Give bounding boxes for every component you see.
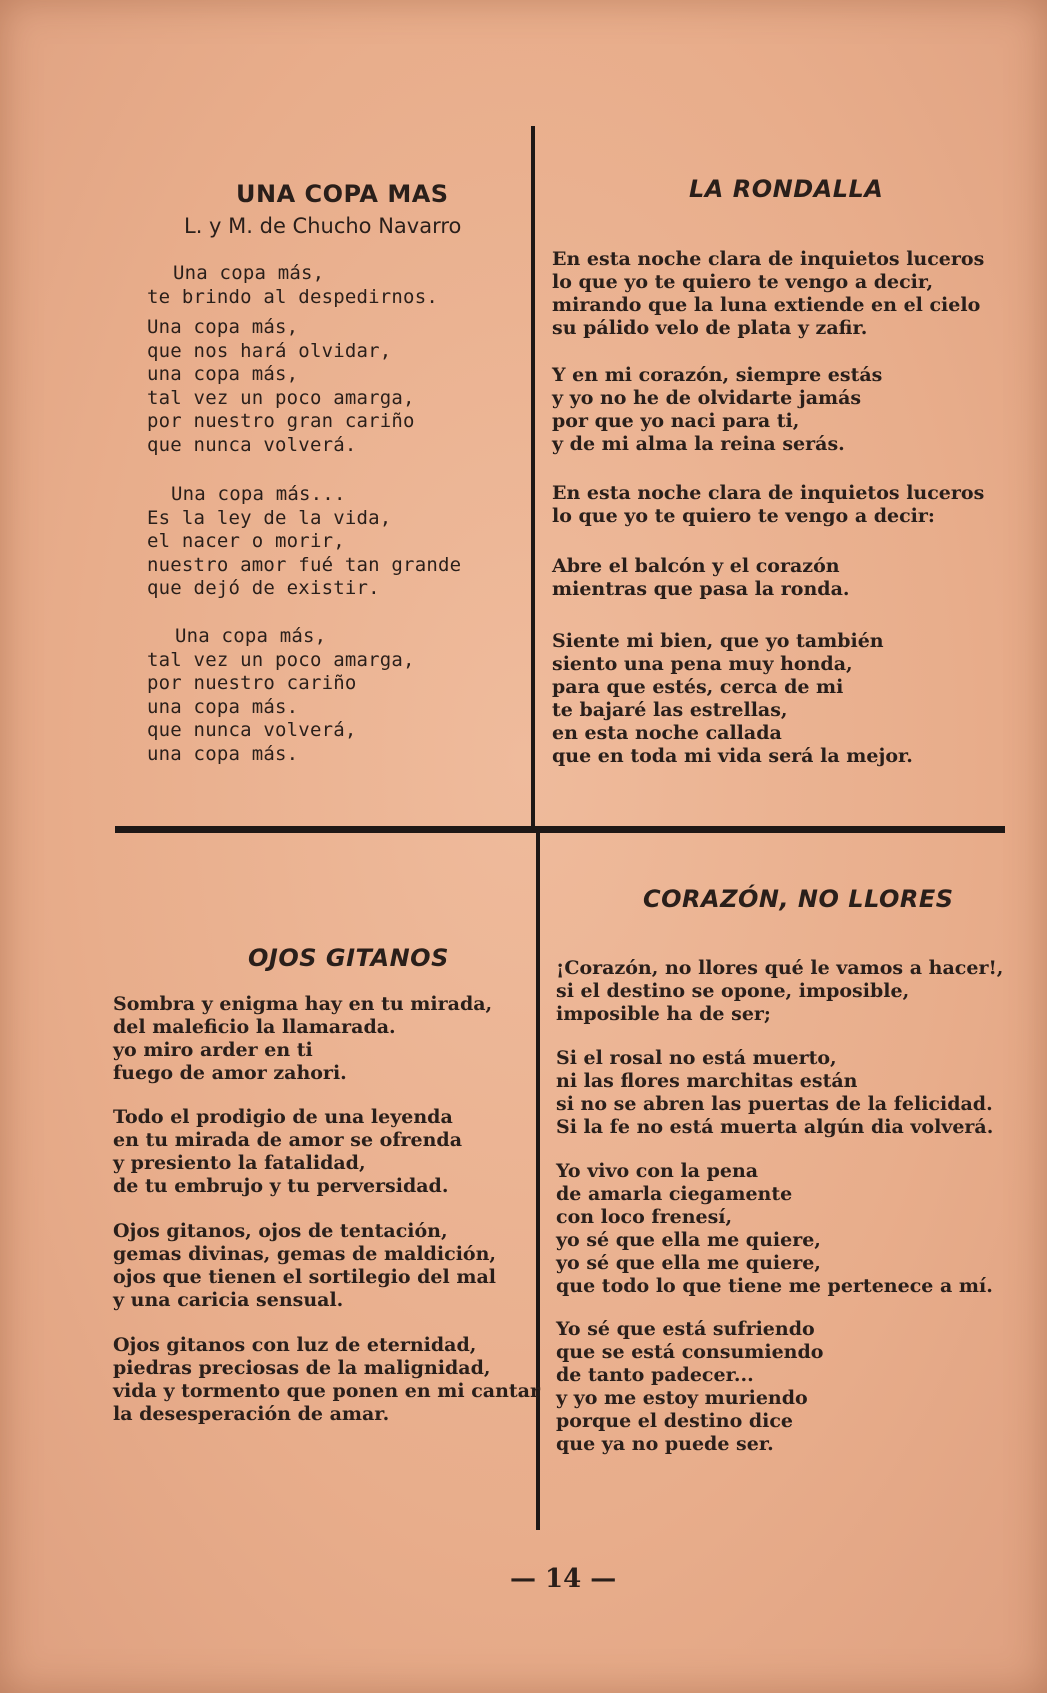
- lyric-line: en esta noche callada: [552, 722, 782, 744]
- lyric-line: gemas divinas, gemas de maldición,: [113, 1243, 497, 1265]
- lyric-line: y yo no he de olvidarte jamás: [552, 387, 862, 409]
- lyric-line: Una copa más,: [173, 262, 325, 284]
- stanza: [113, 1106, 462, 1198]
- stanza: [113, 1220, 496, 1312]
- stanza: [556, 1047, 993, 1139]
- lyric-line: Yo vivo con la pena: [556, 1160, 759, 1182]
- lyric-line: vida y tormento que ponen en mi cantar: [113, 1380, 540, 1402]
- vertical-divider-top: [531, 126, 535, 826]
- stanza: [147, 625, 415, 766]
- lyric-line: fuego de amor zahori.: [113, 1062, 347, 1084]
- lyric-line: Es la ley de la vida,: [147, 506, 392, 529]
- lyric-line: Yo sé que está sufriendo: [556, 1318, 815, 1340]
- lyric-line: Si el rosal no está muerto,: [556, 1047, 837, 1069]
- lyric-line: yo sé que ella me quiere,: [556, 1252, 821, 1274]
- lyric-line: de tu embrujo y tu perversidad.: [113, 1175, 449, 1197]
- stanza: [552, 482, 984, 528]
- song-title: LA RONDALLA: [689, 175, 884, 203]
- lyric-line: mientras que pasa la ronda.: [552, 578, 850, 600]
- lyric-line: si no se abren las puertas de la felicidad.: [556, 1093, 993, 1115]
- stanza: [552, 248, 984, 340]
- lyric-line: Sombra y enigma hay en tu mirada,: [113, 993, 493, 1015]
- lyric-line: Todo el prodigio de una leyenda: [113, 1106, 453, 1128]
- lyric-line: y una caricia sensual.: [113, 1289, 344, 1311]
- lyric-line: En esta noche clara de inquietos luceros: [552, 482, 985, 504]
- stanza: [147, 316, 415, 457]
- lyric-line: por nuestro gran cariño: [147, 410, 415, 432]
- lyric-line: Una copa más,: [147, 316, 299, 338]
- lyric-line: para que estés, cerca de mi: [552, 676, 844, 698]
- lyric-line: Siente mi bien, que yo también: [552, 630, 884, 652]
- song-title: OJOS GITANOS: [248, 944, 449, 972]
- lyric-line: del maleficio la llamarada.: [113, 1016, 396, 1038]
- lyric-line: que nunca volverá,: [147, 719, 357, 741]
- lyric-line: ¡Corazón, no llores qué le vamos a hacer!,: [556, 957, 1004, 979]
- lyric-line: su pálido velo de plata y zafir.: [552, 317, 868, 339]
- stanza: [147, 483, 461, 601]
- stanza: [113, 1334, 540, 1426]
- lyric-line: yo miro arder en ti: [113, 1039, 313, 1061]
- lyric-line: que en toda mi vida será la mejor.: [552, 745, 913, 767]
- stanza: [552, 555, 850, 601]
- lyric-line: una copa más.: [147, 695, 299, 718]
- lyric-line: y de mi alma la reina serás.: [552, 433, 845, 455]
- stanza: [556, 957, 1003, 1026]
- lyric-line: que se está consumiendo: [556, 1341, 824, 1363]
- lyric-line: tal vez un poco amarga,: [147, 386, 415, 409]
- lyric-line: imposible ha de ser;: [556, 1003, 771, 1025]
- lyric-line: ni las flores marchitas están: [556, 1070, 858, 1092]
- lyric-line: Una copa más...: [171, 483, 346, 505]
- stanza: [552, 364, 882, 456]
- lyric-line: una copa más,: [147, 363, 299, 385]
- lyric-line: lo que yo te quiero te vengo a decir:: [552, 505, 935, 527]
- stanza: [113, 993, 492, 1085]
- lyric-line: lo que yo te quiero te vengo a decir,: [552, 271, 934, 293]
- lyric-line: siento una pena muy honda,: [552, 653, 853, 675]
- lyric-line: mirando que la luna extiende en el cielo: [552, 294, 981, 316]
- lyric-line: que ya no puede ser.: [556, 1433, 774, 1455]
- lyric-line: Ojos gitanos, ojos de tentación,: [113, 1220, 448, 1242]
- lyric-line: yo sé que ella me quiere,: [556, 1229, 821, 1251]
- lyric-line: ojos que tienen el sortilegio del mal: [113, 1266, 496, 1288]
- horizontal-divider: [115, 826, 1005, 833]
- lyric-line: Ojos gitanos con luz de eternidad,: [113, 1334, 477, 1356]
- stanza: [556, 1318, 823, 1456]
- lyric-line: te brindo al despedirnos.: [147, 285, 438, 308]
- lyric-line: con loco frenesí,: [556, 1206, 733, 1228]
- lyric-line: que dejó de existir.: [147, 577, 380, 599]
- lyric-line: si el destino se opone, imposible,: [556, 980, 910, 1002]
- lyric-line: por nuestro cariño: [147, 672, 357, 694]
- lyric-line: Y en mi corazón, siempre estás: [552, 364, 883, 386]
- lyric-line: que nunca volverá.: [147, 433, 357, 456]
- song-title: CORAZÓN, NO LLORES: [643, 885, 954, 913]
- lyric-line: Una copa más,: [175, 625, 327, 647]
- song-credit: L. y M. de Chucho Navarro: [184, 214, 462, 238]
- lyric-line: En esta noche clara de inquietos luceros: [552, 248, 985, 270]
- lyric-line: por que yo naci para ti,: [552, 410, 800, 432]
- lyric-line: y presiento la fatalidad,: [113, 1152, 366, 1174]
- song-title: UNA COPA MAS: [236, 180, 449, 208]
- stanza: [147, 262, 438, 309]
- stanza: [552, 630, 913, 768]
- lyric-line: que nos hará olvidar,: [147, 339, 392, 362]
- page-number: — 14 —: [510, 1564, 617, 1594]
- lyric-line: nuestro amor fué tan grande: [147, 553, 462, 576]
- lyric-line: que todo lo que tiene me pertenece a mí.: [556, 1275, 993, 1297]
- lyric-line: de tanto padecer...: [556, 1364, 754, 1386]
- lyric-line: te bajaré las estrellas,: [552, 699, 788, 721]
- lyric-line: en tu mirada de amor se ofrenda: [113, 1129, 463, 1151]
- lyric-line: Abre el balcón y el corazón: [552, 555, 840, 577]
- lyric-line: una copa más.: [147, 742, 299, 765]
- lyric-line: el nacer o morir,: [147, 530, 345, 552]
- stanza: [556, 1160, 993, 1298]
- lyric-line: de amarla ciegamente: [556, 1183, 793, 1205]
- lyric-line: y yo me estoy muriendo: [556, 1387, 808, 1409]
- lyric-line: tal vez un poco amarga,: [147, 648, 415, 671]
- lyric-line: porque el destino dice: [556, 1410, 794, 1432]
- lyric-line: piedras preciosas de la malignidad,: [113, 1357, 491, 1379]
- lyric-line: la desesperación de amar.: [113, 1403, 390, 1425]
- lyric-line: Si la fe no está muerta algún dia volverá.: [556, 1116, 994, 1138]
